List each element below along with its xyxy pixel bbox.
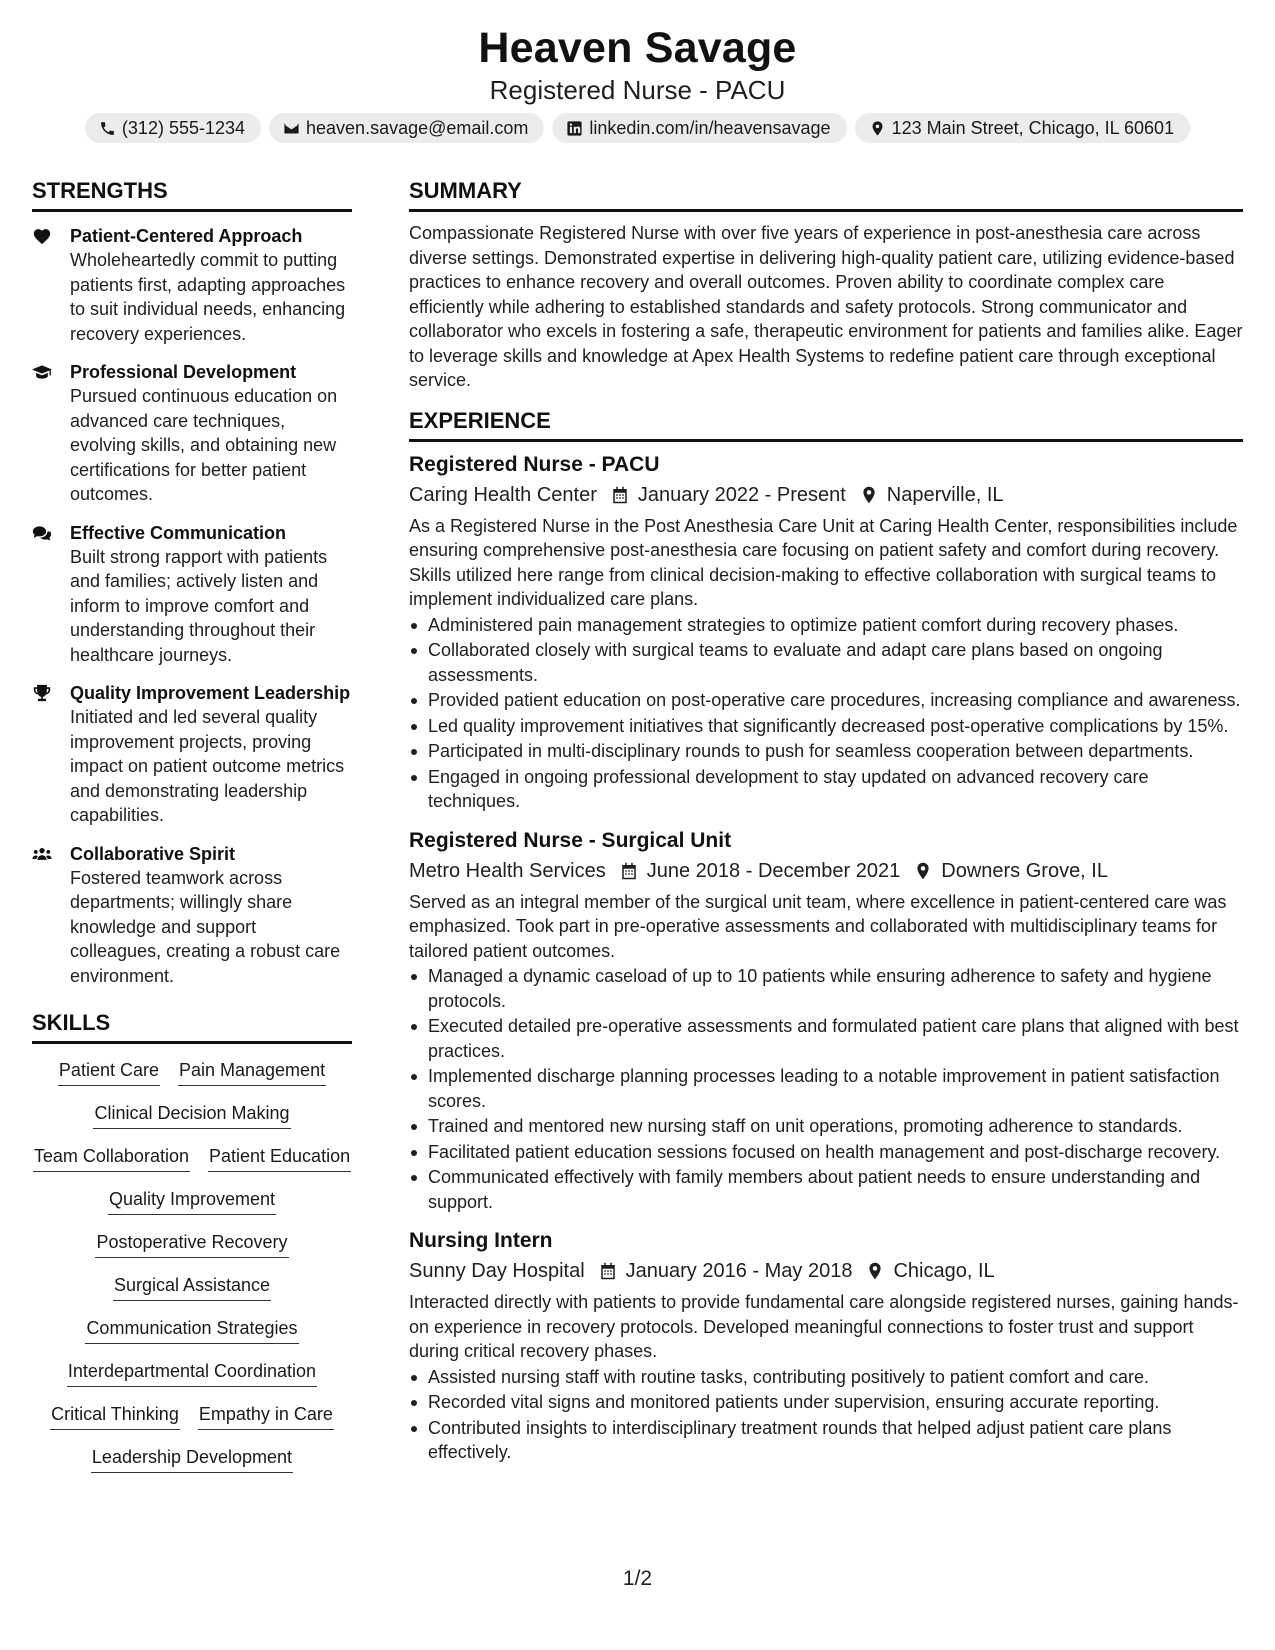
strength-title: Effective Communication: [70, 522, 287, 543]
strength-item: [32, 224, 352, 346]
skills-list: [32, 1058, 352, 1473]
left-column: [32, 178, 352, 1473]
job-entry: [409, 1226, 1243, 1465]
strength-item: [32, 521, 352, 668]
map-marker-icon: [914, 862, 932, 880]
job-bullet: Managed a dynamic caseload of up to 10 patients while ensuring adherence to safety and hygiene protocols.: [409, 964, 1243, 1013]
job-location: Chicago, IL: [893, 1260, 995, 1282]
skill-tag: Clinical Decision Making: [93, 1101, 290, 1129]
page-number: 1/2: [622, 1567, 653, 1590]
candidate-role: Registered Nurse - PACU: [489, 75, 786, 105]
job-title: Nursing Intern: [409, 1229, 553, 1252]
contact-address[interactable]: [855, 113, 1191, 143]
job-bullet: Provided patient education on post-operative care procedures, increasing compliance and awareness.: [409, 688, 1243, 713]
job-location: Naperville, IL: [886, 483, 1004, 506]
job-meta: [409, 480, 1243, 510]
job-bullet: Executed detailed pre-operative assessments and formulated patient care plans that aligned with best practices.: [409, 1014, 1243, 1063]
contact-bar: [0, 113, 1275, 143]
skill-tag: Quality Improvement: [108, 1187, 276, 1215]
contact-phone-text: (312) 555-1234: [121, 117, 246, 138]
job-company: Caring Health Center: [409, 483, 597, 506]
job-dates: January 2016 - May 2018: [625, 1260, 853, 1282]
summary-text: Compassionate Registered Nurse with over five years of experience in post-anesthesia care across diverse settings. Demonstrated expertise in delivering high-quality patient care, utilizing evidence-based practices to enhance recovery and overall outcomes. Proven ability to coordinate complex care efficiently while adhering to established standards and safety protocols. Strong communicator and collaborator who excels in fostering a safe, therapeutic environment for patients and families alike. Eager to leverage skills and knowledge at Apex Health Systems to redefine patient care through exceptional service.: [409, 223, 1243, 390]
envelope-icon: [283, 120, 300, 137]
linkedin-icon: [566, 120, 583, 137]
skill-tag: Leadership Development: [91, 1445, 293, 1473]
job-entry: [409, 826, 1243, 1215]
strength-item: [32, 681, 352, 828]
job-dates: January 2022 - Present: [637, 483, 846, 506]
contact-address-text: 123 Main Street, Chicago, IL 60601: [891, 117, 1175, 138]
skill-tag: Patient Education: [208, 1144, 351, 1172]
strength-title: Quality Improvement Leadership: [70, 683, 351, 703]
strength-desc: Wholeheartedly commit to putting patients first, adapting approaches to suit individual needs, enhancing recovery experiences.: [70, 250, 346, 344]
job-bullets: [409, 613, 1243, 814]
calendar-icon: [599, 1262, 617, 1280]
skill-tag: Postoperative Recovery: [95, 1230, 288, 1258]
skill-tag: Team Collaboration: [33, 1144, 190, 1172]
job-entry: [409, 450, 1243, 814]
contact-email[interactable]: [269, 113, 544, 143]
job-company: Sunny Day Hospital: [409, 1260, 585, 1282]
map-marker-icon: [869, 120, 886, 137]
phone-icon: [99, 120, 116, 137]
candidate-name: Heaven Savage: [478, 24, 797, 72]
job-bullet: Communicated effectively with family members about patient needs to ensure understanding and support.: [409, 1165, 1243, 1214]
job-bullet: Implemented discharge planning processes leading to a notable improvement in patient satisfaction scores.: [409, 1064, 1243, 1113]
job-meta: [409, 1256, 1243, 1286]
job-bullet: Facilitated patient education sessions focused on health management and post-discharge recovery.: [409, 1140, 1243, 1165]
job-location: Downers Grove, IL: [941, 859, 1108, 882]
strength-title: Collaborative Spirit: [70, 843, 236, 864]
strength-desc: Pursued continuous education on advanced care techniques, evolving skills, and obtaining new certifications for better patient outcomes.: [70, 386, 338, 504]
strengths-heading: STRENGTHS: [32, 178, 352, 212]
calendar-icon: [611, 486, 629, 504]
graduation-cap-icon: [32, 363, 52, 381]
strength-title: Professional Development: [70, 362, 297, 382]
skill-tag: Pain Management: [178, 1058, 326, 1086]
experience-heading: EXPERIENCE: [409, 408, 1243, 442]
job-bullet: Participated in multi-disciplinary rounds to push for seamless cooperation between departments.: [409, 739, 1243, 764]
skill-tag: Empathy in Care: [198, 1402, 334, 1430]
strength-item: [32, 360, 352, 507]
job-bullet: Led quality improvement initiatives that significantly decreased post-operative complications by 15%.: [409, 714, 1243, 739]
right-column: [409, 178, 1243, 1466]
skill-tag: Surgical Assistance: [113, 1273, 271, 1301]
users-icon: [32, 845, 52, 863]
contact-linkedin-text: linkedin.com/in/heavensavage: [589, 117, 831, 138]
job-title: Registered Nurse - Surgical Unit: [409, 828, 732, 852]
job-title: Registered Nurse - PACU: [409, 452, 660, 476]
job-bullets: [409, 964, 1243, 1214]
contact-email-text: heaven.savage@email.com: [306, 117, 529, 138]
job-bullets: [409, 1365, 1243, 1465]
job-dates: June 2018 - December 2021: [646, 859, 901, 882]
summary-heading: SUMMARY: [409, 178, 1243, 212]
strength-desc: Built strong rapport with patients and families; actively listen and inform to improve comfort and understanding throughout their healthcare journeys.: [70, 546, 328, 665]
job-bullet: Administered pain management strategies to optimize patient comfort during recovery phases.: [409, 613, 1243, 638]
strength-desc: Fostered teamwork across departments; willingly share knowledge and support colleagues, creating a robust care environment.: [70, 867, 341, 986]
strength-title: Patient-Centered Approach: [70, 226, 303, 246]
strength-item: [32, 842, 352, 989]
skill-tag: Interdepartmental Coordination: [67, 1359, 317, 1387]
job-bullet: Collaborated closely with surgical teams to evaluate and adapt care plans based on ongoing assessments.: [409, 638, 1243, 687]
job-description: Served as an integral member of the surgical unit team, where excellence in patient-centered care was emphasized. Took part in pre-operative assessments and collaborated with multidisciplinary teams for tailored patient outcomes.: [409, 891, 1227, 961]
skill-tag: Communication Strategies: [85, 1316, 298, 1344]
skill-tag: Patient Care: [58, 1058, 160, 1086]
trophy-icon: [32, 684, 52, 702]
job-description: Interacted directly with patients to provide fundamental care alongside registered nurses, gaining hands-on experience in recovery protocols. Developed meaningful connections to foster trust and support during critical recovery phases.: [409, 1292, 1239, 1361]
strength-desc: Initiated and led several quality improvement projects, proving impact on patient outcome metrics and demonstrating leadership capabilities.: [70, 707, 345, 825]
job-description: As a Registered Nurse in the Post Anesthesia Care Unit at Caring Health Center, responsibilities include ensuring comprehensive post-anesthesia care focusing on patient safety and comfort during recovery. Skills utilized here range from clinical decision-making to effective collaboration with surgical teams to implement individualized care plans.: [409, 515, 1238, 609]
map-marker-icon: [866, 1262, 884, 1280]
heart-icon: [32, 227, 52, 245]
job-bullet: Contributed insights to interdisciplinary treatment rounds that helped adjust patient care plans effectively.: [409, 1416, 1243, 1465]
job-bullet: Trained and mentored new nursing staff on unit operations, promoting adherence to standards.: [409, 1114, 1243, 1139]
job-company: Metro Health Services: [409, 859, 606, 882]
job-bullet: Engaged in ongoing professional development to stay updated on advanced recovery care techniques.: [409, 765, 1243, 814]
job-bullet: Assisted nursing staff with routine tasks, contributing positively to patient comfort and care.: [409, 1365, 1243, 1390]
skill-tag: Critical Thinking: [50, 1402, 180, 1430]
map-marker-icon: [860, 486, 878, 504]
skills-heading: SKILLS: [32, 1010, 352, 1044]
resume-header: [0, 22, 1275, 106]
contact-linkedin[interactable]: [552, 113, 846, 143]
job-meta: [409, 856, 1243, 886]
job-bullet: Recorded vital signs and monitored patients under supervision, ensuring accurate reporting.: [409, 1390, 1243, 1415]
calendar-icon: [620, 862, 638, 880]
strengths-list: [32, 224, 352, 988]
contact-phone[interactable]: [85, 113, 261, 143]
comments-icon: [32, 524, 52, 542]
